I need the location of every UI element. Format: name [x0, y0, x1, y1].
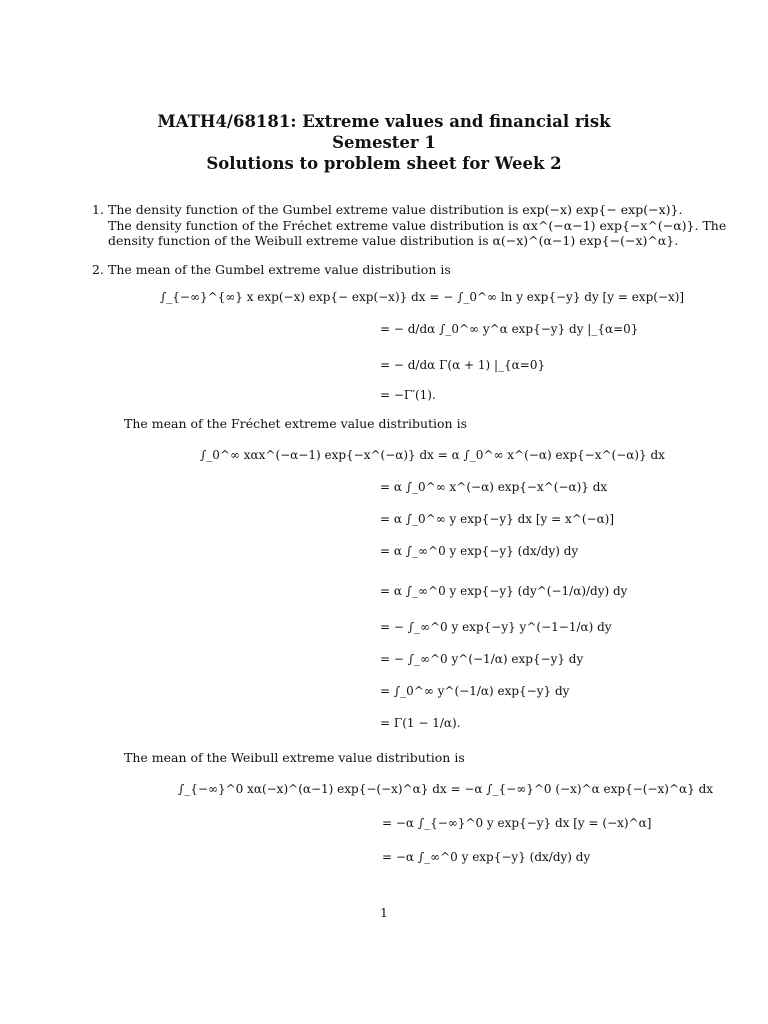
title-line-semester: Semester 1 [332, 133, 436, 152]
frechet-eq-line: ∫_0^∞ xαx^(−α−1) exp{−x^(−α)} dx = α ∫_0^∞ x^(−α) exp{−x^(−α)} dx [200, 448, 665, 462]
frechet-eq-line: = − ∫_∞^0 y^(−1/α) exp{−y} dy [380, 652, 584, 666]
weibull-eq-line: = −α ∫_{−∞}^0 y exp{−y} dx [y = (−x)^α] [382, 816, 652, 830]
item-1 [92, 202, 727, 249]
title-line-course: MATH4/68181: Extreme values and financial risk [157, 112, 611, 131]
gumbel-eq-line: = − d/dα Γ(α + 1) |_{α=0} [380, 358, 546, 372]
item-1-line-2: The density function of the Fréchet extreme value distribution is αx^(−α−1) exp{−x^(−α)}. The [108, 217, 727, 233]
frechet-eq-line: = Γ(1 − 1/α). [380, 716, 461, 730]
item-2-intro: The mean of the Gumbel extreme value distribution is [108, 262, 451, 277]
weibull-eq-line: = −α ∫_∞^0 y exp{−y} (dx/dy) dy [382, 850, 591, 864]
gumbel-eq-line: = −Γ′(1). [380, 388, 436, 402]
frechet-eq-line: = α ∫_0^∞ x^(−α) exp{−x^(−α)} dx [380, 480, 608, 494]
weibull-eq-line: ∫_{−∞}^0 xα(−x)^(α−1) exp{−(−x)^α} dx = −α ∫_{−∞}^0 (−x)^α exp{−(−x)^α} dx [178, 782, 714, 796]
frechet-eq-line: = ∫_0^∞ y^(−1/α) exp{−y} dy [380, 684, 570, 698]
frechet-eq-line: = α ∫_∞^0 y exp{−y} (dx/dy) dy [380, 544, 579, 558]
item-number: 2. [92, 262, 104, 277]
item-2 [92, 262, 668, 278]
weibull-intro [124, 750, 684, 766]
frechet-eq-line: = − ∫_∞^0 y exp{−y} y^(−1−1/α) dy [380, 620, 612, 634]
item-number: 1. [92, 202, 104, 217]
document-title [0, 111, 768, 174]
frechet-intro-text: The mean of the Fréchet extreme value distribution is [124, 416, 467, 431]
gumbel-eq-line: ∫_{−∞}^{∞} x exp(−x) exp{− exp(−x)} dx = − ∫_0^∞ ln y exp{−y} dy [y = exp(−x)] [160, 290, 685, 304]
item-1-line-3: density function of the Weibull extreme value distribution is α(−x)^(α−1) exp{−(−x)^α}. [108, 233, 679, 249]
title-line-solutions: Solutions to problem sheet for Week 2 [206, 154, 562, 173]
frechet-intro [124, 416, 684, 432]
item-1-line-1: The density function of the Gumbel extreme value distribution is exp(−x) exp{− exp(−x)}. [108, 202, 683, 217]
weibull-intro-text: The mean of the Weibull extreme value distribution is [124, 750, 465, 765]
page-number: 1 [380, 906, 388, 920]
frechet-eq-line: = α ∫_0^∞ y exp{−y} dx [y = x^(−α)] [380, 512, 615, 526]
gumbel-eq-line: = − d/dα ∫_0^∞ y^α exp{−y} dy |_{α=0} [380, 322, 639, 336]
frechet-eq-line: = α ∫_∞^0 y exp{−y} (dy^(−1/α)/dy) dy [380, 584, 628, 598]
